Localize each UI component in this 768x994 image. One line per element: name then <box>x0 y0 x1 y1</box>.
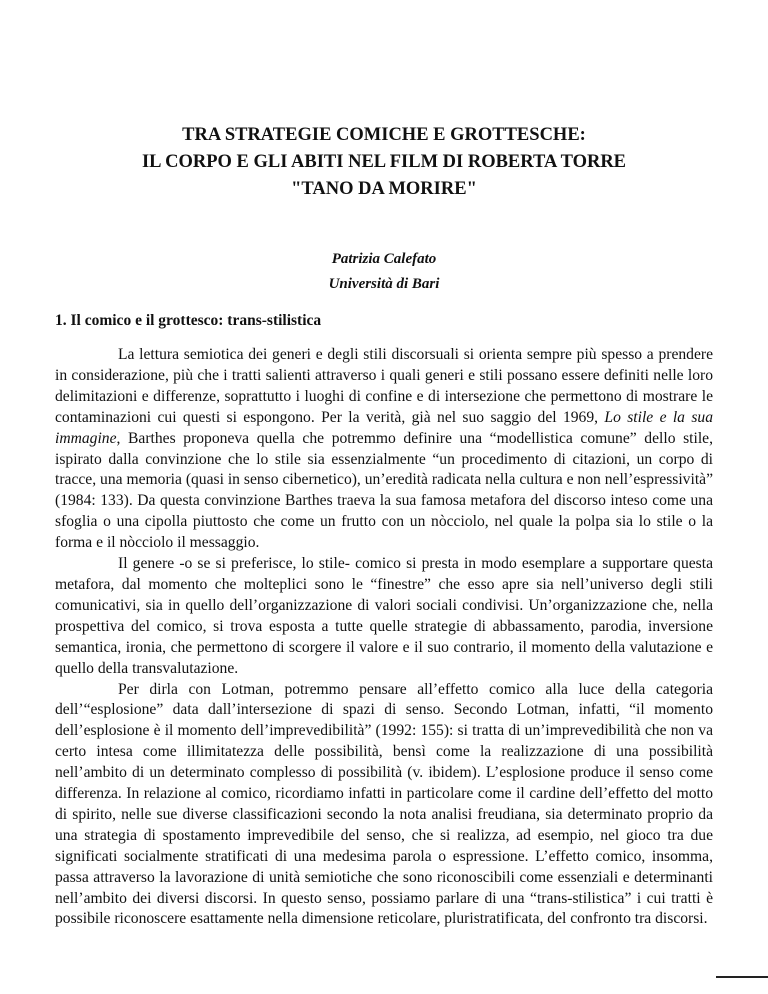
author-block <box>0 247 768 297</box>
title-line: IL CORPO E GLI ABITI NEL FILM DI ROBERTA TORRE <box>141 152 627 172</box>
paragraph: Il genere -o se si preferisce, lo stile- comico si presta in modo esemplare a supportare questa metafora, dal momento che molteplici sono le “finestre” che esso apre sia nell’universo degli stili comunicativi, sia in quello dell’organizzazione di valori sociali condivisi. Un’organizzazione che, nella prospettiva del comico, si trova esposta a tutte quelle strategie di abbassamento, parodia, inversione semantica, ironia, che permettono di scorgere il valore e il suo contrario, il momento della valutazione e quello della transvalutazione. <box>55 555 713 677</box>
paragraph: Per dirla con Lotman, potremmo pensare all’effetto comico alla luce della categoria dell’“esplosione” data dall’intersezione di spazi di senso. Secondo Lotman, infatti, “il momento dell’esplosione è il momento dell’imprevedibilità” (1992: 155): si tratta di un’imprevedibilità che non va certo intesa come illimitatezza delle possibilità, bensì come la realizzazione di una possibilità nell’ambito di un determinato complesso di possibilità (v. ibidem). L’esplosione produce il senso come differenza. In relazione al comico, ricordiamo infatti in particolare come il cardine dell’effetto del motto di spirito, nelle sue diverse classificazioni secondo la nota analisi freudiana, sia determinato proprio da una strategia di spostamento imprevedibile del senso, che si realizza, ad esempio, nel gioco tra due significati socialmente stratificati di una medesima parola o espressione. L’effetto comico, insomma, passa attraverso la lavorazione di unità semiotiche che sono riconoscibili come essenziali e determinanti nell’ambito dei diversi discorsi. In questo senso, possiamo parlare di una “trans-stilistica” i cui tratti è possibile riconoscere esattamente nella dimensione reticolare, pluristratificata, del confronto tra discorsi. <box>55 680 713 928</box>
title-line: "TANO DA MORIRE" <box>291 179 477 199</box>
section-body <box>55 345 713 930</box>
document-title <box>0 122 768 203</box>
section-heading: 1. Il comico e il grottesco: trans-stilistica <box>55 312 322 329</box>
book-title: Lo stile e la sua immagine <box>55 408 714 447</box>
author-affiliation: Università di Bari <box>328 276 440 292</box>
author-name: Patrizia Calefato <box>331 251 437 267</box>
title-line: TRA STRATEGIE COMICHE E GROTTESCHE: <box>182 125 586 145</box>
paragraph: La lettura semiotica dei generi e degli stili discorsuali si orienta sempre più spesso a prendere in considerazione, più che i tratti salienti attraverso i quali generi e stili possano essere definiti nelle loro delimitazioni e differenze, soprattutto i luoghi di confine e di intersezione che permettono di mostrare le contaminazioni cui questi si espongono. Per la verità, già nel suo saggio del 1969, Lo stile e la sua immagine, Barthes proponeva quella che potremmo definire una “modellistica comune” dello stile, ispirato dalla convinzione che lo stile sia essenzialmente “un procedimento di citazioni, un corpo di tracce, una memoria (quasi in senso cibernetico), un’eredità radicata nella cultura e non nell’espressività” (1984: 133). Da questa convinzione Barthes traeva la sua famosa metafora del discorso inteso come una sfoglia o una cipolla piuttosto che come un frutto con un nòcciolo, nel quale la polpa sia lo stile o la forma e il nòcciolo il messaggio. <box>55 346 714 552</box>
footnote-rule <box>716 976 768 978</box>
